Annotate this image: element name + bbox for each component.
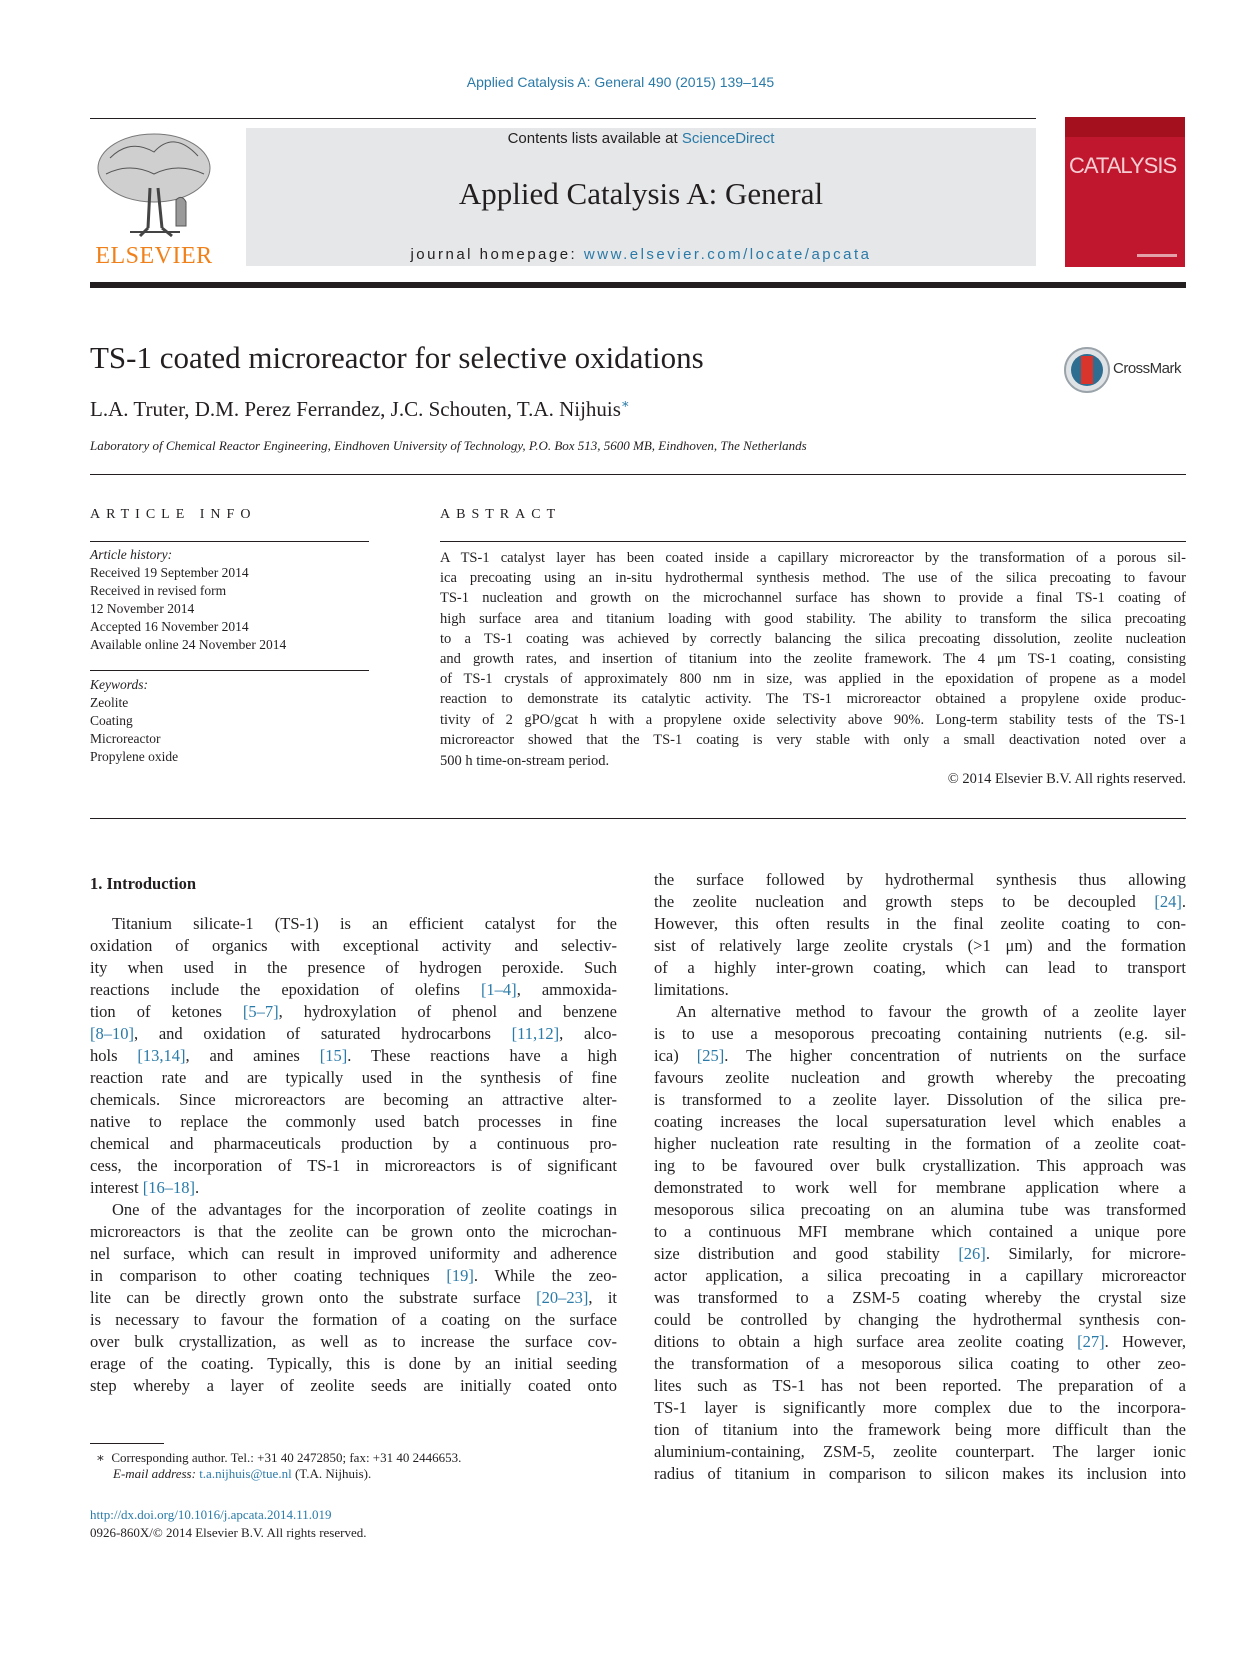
reference-link[interactable]: [16–18] (142, 1178, 195, 1197)
body-text: . While the zeo- (473, 1266, 617, 1285)
body-line (90, 1045, 617, 1067)
body-text: the zeolite nucleation and growth steps to be decoupled (654, 892, 1155, 911)
body-line (654, 1023, 1186, 1045)
body-text: erage of the coating. Typically, this is done by an initial seeding (90, 1354, 617, 1373)
body-line (90, 1375, 617, 1397)
tree-icon (90, 128, 218, 240)
body-line (90, 935, 617, 957)
body-text: reactions include the epoxidation of olefins (90, 980, 481, 999)
journal-citation[interactable]: Applied Catalysis A: General 490 (2015) 139–145 (466, 74, 775, 90)
body-text: ing to be favoured over bulk crystallization. This approach was (654, 1156, 1186, 1175)
reference-link[interactable]: [19] (446, 1266, 474, 1285)
body-line (90, 1067, 617, 1089)
body-text: was transformed to a ZSM-5 coating whereby the crystal size (654, 1288, 1186, 1307)
right-column (654, 869, 1186, 1485)
reference-link[interactable]: [26] (958, 1244, 986, 1263)
body-line (654, 1463, 1186, 1485)
body-text: ica) (654, 1046, 697, 1065)
abstract-line: tivity of 2 gPO/gcat h with a propylene oxide selectivity above 90%. Long-term stability tests of the TS-1 (440, 711, 1186, 728)
affiliation-rule (90, 474, 1186, 475)
body-text: , alco- (559, 1024, 617, 1043)
abstract-bottom-rule (90, 818, 1186, 819)
body-text: in comparison to other coating techniques (90, 1266, 447, 1285)
keyword: Microreactor (90, 731, 161, 746)
body-text: TS-1 layer is significantly more complex due to the incorpora- (654, 1398, 1186, 1417)
body-text: , it (588, 1288, 617, 1307)
abstract-line: ica precoating using an in-situ hydrothermal synthesis method. The use of the silica precoating to favour (440, 570, 1186, 587)
keywords (90, 676, 178, 766)
body-text: is to use a mesoporous precoating containing nutrients (e.g. sil- (654, 1024, 1186, 1043)
body-line (654, 1111, 1186, 1133)
body-line (654, 1375, 1186, 1397)
body-text: ity when used in the presence of hydrogen peroxide. Such (90, 958, 617, 977)
footnote-text: Corresponding author. Tel.: +31 40 2472850; fax: +31 40 2446653. (111, 1450, 462, 1465)
body-text: could be controlled by changing the hydrothermal synthesis con- (654, 1310, 1186, 1329)
body-text: lites such as TS-1 has not been reported. The preparation of a (654, 1376, 1186, 1395)
body-line (90, 1331, 617, 1353)
body-line (654, 1397, 1186, 1419)
body-line (654, 1221, 1186, 1243)
body-line (90, 1177, 617, 1199)
body-line (90, 979, 617, 1001)
history-item: Received 19 September 2014 (90, 565, 249, 580)
body-line (90, 1133, 617, 1155)
body-line (654, 1353, 1186, 1375)
sciencedirect-link[interactable]: ScienceDirect (681, 130, 775, 147)
contents-line (246, 130, 1036, 147)
crossmark-icon (1063, 346, 1111, 394)
article-title: TS-1 coated microreactor for selective oxidations (90, 340, 704, 375)
abstract-copyright: © 2014 Elsevier B.V. All rights reserved. (947, 771, 1186, 787)
footnote-rule (90, 1443, 164, 1444)
body-text: microreactors is that the zeolite can be grown onto the microchan- (90, 1222, 617, 1241)
body-text: , hydroxylation of phenol and benzene (278, 1002, 617, 1021)
body-text: tion of titanium into the framework being more difficult than the (654, 1420, 1186, 1439)
abstract-line: reaction to demonstrate its catalytic activity. The TS-1 microreactor obtained a propylene oxide produc- (440, 691, 1186, 708)
body-text: step whereby a layer of zeolite seeds are initially coated onto (90, 1376, 617, 1395)
journal-cover[interactable] (1065, 117, 1185, 267)
body-text: . The higher concentration of nutrients on the surface (724, 1046, 1186, 1065)
body-line (90, 1265, 617, 1287)
corresponding-author-mark[interactable]: ∗ (620, 396, 630, 411)
homepage-prefix: journal homepage: (410, 246, 584, 263)
abstract-line: high surface area and titanium loading with good stability. The ability to transform the silica precoating (440, 610, 1186, 627)
abstract-line: to a TS-1 coating was achieved by correctly balancing the silica precoating dissolution, zeolite nucleation (440, 630, 1186, 647)
body-text: the surface followed by hydrothermal synthesis thus allowing (654, 870, 1186, 889)
footnote (96, 1450, 461, 1482)
body-text: chemicals. Since microreactors are becoming an attractive alter- (90, 1090, 617, 1109)
abstract-line: TS-1 nucleation and growth on the microchannel surface has shown to provide a final TS-1 coating of (440, 590, 1186, 607)
body-text: actor application, a silica precoating in a capillary microreactor (654, 1266, 1186, 1285)
body-text: cess, the incorporation of TS-1 in microreactors is of significant (90, 1156, 617, 1175)
homepage-link[interactable]: www.elsevier.com/locate/apcata (583, 246, 872, 263)
body-line (654, 1419, 1186, 1441)
doi-block (90, 1506, 366, 1542)
doi-link[interactable]: http://dx.doi.org/10.1016/j.apcata.2014.11.019 (90, 1507, 332, 1522)
elsevier-logo[interactable] (90, 128, 218, 270)
body-line (654, 1089, 1186, 1111)
abstract-line: microreactor showed that the TS-1 coating is very stable with only a small deactivation noted over a (440, 731, 1186, 748)
left-column (90, 913, 617, 1397)
body-text: One of the advantages for the incorporation of zeolite coatings in (112, 1200, 617, 1219)
body-text: . (194, 1178, 200, 1197)
body-text: An alternative method to favour the growth of a zeolite layer (676, 1002, 1186, 1021)
body-text: lite can be directly grown onto the substrate surface (90, 1288, 537, 1307)
body-text: size distribution and good stability (654, 1244, 959, 1263)
body-text: radius of titanium in comparison to silicon makes its inclusion into (654, 1464, 1186, 1483)
body-text: over bulk crystallization, as well as to increase the surface cov- (90, 1332, 617, 1351)
body-text: favours zeolite nucleation and growth whereby the precoating (654, 1068, 1186, 1087)
body-text: . Similarly, for microre- (985, 1244, 1186, 1263)
body-text: . (1181, 892, 1186, 911)
affiliation: Laboratory of Chemical Reactor Engineering, Eindhoven University of Technology, P.O. Box 513, 5600 MB, Eindhoven, The Netherlands (90, 438, 807, 453)
footnote-line (96, 1450, 461, 1466)
body-text: sist of relatively large zeolite crystals (>1 μm) and the formation (654, 936, 1186, 955)
body-text: , ammoxida- (516, 980, 617, 999)
reference-link[interactable]: [25] (696, 1046, 725, 1065)
body-line (90, 1111, 617, 1133)
body-line (654, 1177, 1186, 1199)
reference-link[interactable]: [5–7] (242, 1002, 279, 1021)
footnote-mark: ∗ (96, 1450, 105, 1465)
body-text: However, this often results in the final zeolite coating to con- (654, 914, 1186, 933)
cover-title: CATALYSIS (1069, 153, 1177, 178)
body-text: higher nucleation rate resulting in the formation of a zeolite coat- (654, 1134, 1186, 1153)
body-line (654, 891, 1186, 913)
elsevier-wordmark: ELSEVIER (95, 243, 213, 269)
body-line (90, 1001, 617, 1023)
authors-text: L.A. Truter, D.M. Perez Ferrandez, J.C. Schouten, T.A. Nijhuis (90, 397, 621, 421)
reference-link[interactable]: [24] (1154, 892, 1182, 911)
email-link[interactable]: t.a.nijhuis@tue.nl (199, 1466, 292, 1481)
reference-link[interactable]: [13,14] (137, 1046, 186, 1065)
body-line (654, 1441, 1186, 1463)
body-text: nel surface, which can result in improved uniformity and adherence (90, 1244, 617, 1263)
body-text: the transformation of a mesoporous silica coating to other zeo- (654, 1354, 1186, 1373)
body-text: demonstrated to work well for membrane application where a (654, 1178, 1186, 1197)
body-line (654, 1199, 1186, 1221)
reference-link[interactable]: [1–4] (480, 980, 517, 999)
history-label: Article history: (90, 547, 173, 562)
journal-banner (246, 128, 1036, 266)
body-text: . These reactions have a high (347, 1046, 617, 1065)
reference-link[interactable]: [11,12] (511, 1024, 560, 1043)
email-label: E-mail address: (113, 1466, 200, 1481)
history-item: Accepted 16 November 2014 (90, 619, 249, 634)
keyword: Propylene oxide (90, 749, 179, 764)
crossmark-label: CrossMark (1113, 360, 1182, 377)
body-line (90, 1221, 617, 1243)
keywords-rule (90, 670, 369, 671)
body-line (654, 1133, 1186, 1155)
body-text: limitations. (654, 980, 729, 999)
body-line (654, 957, 1186, 979)
email-suffix: (T.A. Nijhuis). (291, 1466, 372, 1481)
body-text: native to replace the commonly used batch processes in fine (90, 1112, 617, 1131)
body-text: to a continuous MFI membrane which contained a unique pore (654, 1222, 1186, 1241)
abstract-rule (440, 541, 1186, 542)
history-item: Available online 24 November 2014 (90, 637, 287, 652)
journal-title: Applied Catalysis A: General (458, 176, 824, 211)
body-text: is necessary to favour the formation of a coating on the surface (90, 1310, 617, 1329)
body-line (90, 1309, 617, 1331)
keyword: Zeolite (90, 695, 129, 710)
body-line (90, 1243, 617, 1265)
body-line (654, 869, 1186, 891)
body-line (654, 1265, 1186, 1287)
body-line (654, 1243, 1186, 1265)
reference-link[interactable]: [20–23] (536, 1288, 589, 1307)
body-text: coating increases the local supersaturation level which enables a (654, 1112, 1186, 1131)
author-list (90, 396, 630, 422)
body-line (654, 1331, 1186, 1353)
abstract-line: A TS-1 catalyst layer has been coated inside a capillary microreactor by the transformation of a porous sil- (440, 550, 1186, 566)
body-line (90, 1155, 617, 1177)
body-line (654, 913, 1186, 935)
crossmark-badge[interactable] (1063, 346, 1193, 398)
history-item: Received in revised form (90, 583, 227, 598)
body-text: hols (90, 1046, 138, 1065)
body-text: Titanium silicate-1 (TS-1) is an efficient catalyst for the (112, 914, 617, 933)
article-info-rule (90, 541, 369, 542)
body-line (654, 979, 1186, 1001)
body-line (654, 1287, 1186, 1309)
body-text: reaction rate and are typically used in the synthesis of fine (90, 1068, 617, 1087)
abstract-last-line: 500 h time-on-stream period. (440, 753, 610, 769)
body-line (654, 1309, 1186, 1331)
body-line (90, 1287, 617, 1309)
footnote-email-line (96, 1466, 461, 1482)
body-text: ditions to obtain a high surface area zeolite coating (654, 1332, 1078, 1351)
abstract-line: and growth rates, and insertion of titanium into the zeolite framework. The 4 μm TS-1 coating, consisting (440, 651, 1186, 668)
homepage-line (246, 246, 1036, 263)
article-history (90, 546, 286, 654)
top-rule (90, 118, 1036, 119)
reference-link[interactable]: [27] (1077, 1332, 1105, 1351)
body-text: oxidation of organics with exceptional activity and selectiv- (90, 936, 617, 955)
history-item: 12 November 2014 (90, 601, 195, 616)
body-text: mesoporous silica precoating on an alumina tube was transformed (654, 1200, 1186, 1219)
body-line (654, 1001, 1186, 1023)
contents-prefix: Contents lists available at (507, 130, 682, 147)
body-line (90, 1023, 617, 1045)
article-info-heading: ARTICLE INFO (90, 507, 257, 522)
body-text: interest (90, 1178, 143, 1197)
body-text: , and amines (185, 1046, 320, 1065)
keyword: Coating (90, 713, 133, 728)
body-line (90, 913, 617, 935)
reference-link[interactable]: [15] (319, 1046, 348, 1065)
body-text: of a highly inter-grown coating, which can lead to transport (654, 958, 1186, 977)
body-text: chemical and pharmaceuticals production by a continuous pro- (90, 1134, 617, 1153)
body-line (654, 1045, 1186, 1067)
body-line (654, 1155, 1186, 1177)
body-text: aluminium-containing, ZSM-5, zeolite counterpart. The larger ionic (654, 1442, 1186, 1461)
body-line (90, 1199, 617, 1221)
header-thick-rule (90, 282, 1186, 288)
body-text: , and oxidation of saturated hydrocarbons (134, 1024, 512, 1043)
body-text: . However, (1104, 1332, 1187, 1351)
body-line (90, 1353, 617, 1375)
issn-line: 0926-860X/© 2014 Elsevier B.V. All rights reserved. (90, 1525, 367, 1540)
abstract-body (440, 548, 1186, 750)
keywords-label: Keywords: (90, 677, 148, 692)
body-text: tion of ketones (90, 1002, 243, 1021)
body-line (90, 1089, 617, 1111)
body-line (90, 957, 617, 979)
reference-link[interactable]: [8–10] (90, 1024, 134, 1043)
body-text: is transformed to a zeolite layer. Dissolution of the silica pre- (654, 1090, 1186, 1109)
body-line (654, 1067, 1186, 1089)
abstract-line: of TS-1 crystals of approximately 800 nm in size, was applied in the epoxidation of propene as a model (440, 671, 1186, 688)
body-line (654, 935, 1186, 957)
section-heading: 1. Introduction (90, 874, 197, 893)
abstract-heading: ABSTRACT (440, 507, 562, 522)
